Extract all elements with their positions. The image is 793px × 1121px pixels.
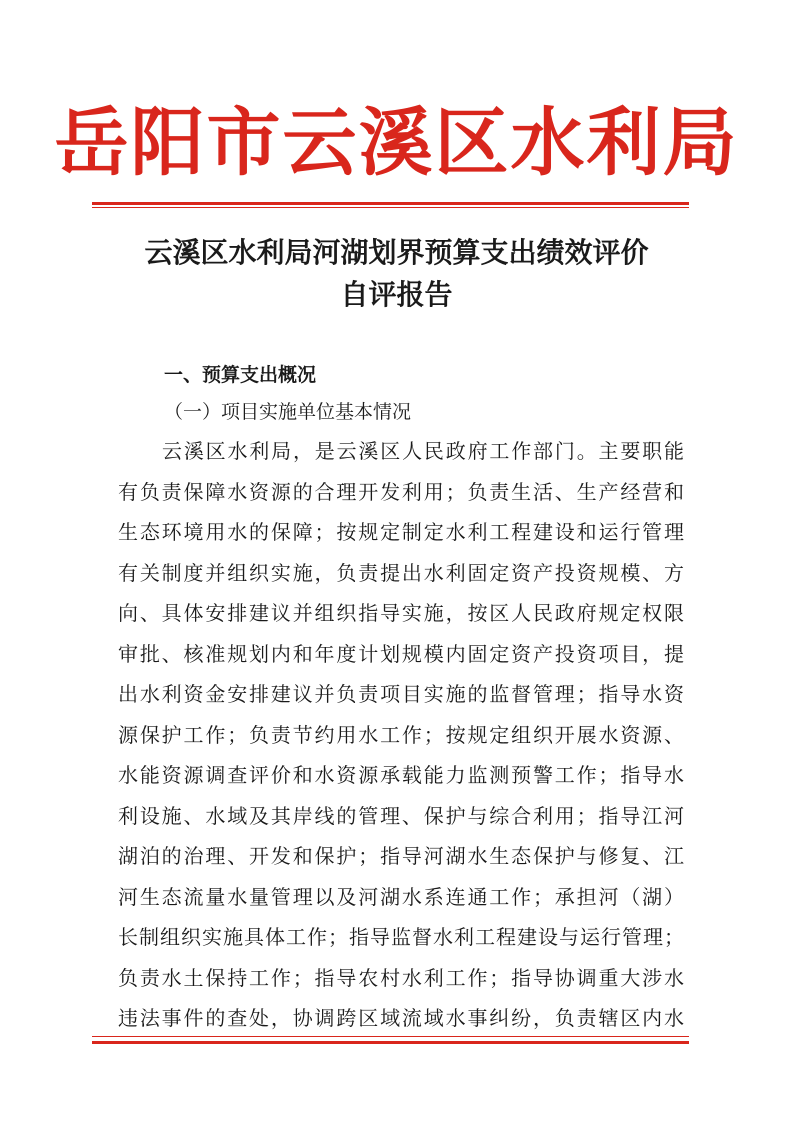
body-line: 生态环境用水的保障；按规定制定水利工程建设和运行管理 [118,520,684,544]
body-line: 湖泊的治理、开发和保护；指导河湖水生态保护与修复、江 [118,844,684,868]
body-line: 云溪区水利局，是云溪区人民政府工作部门。主要职能 [162,439,684,463]
letterhead-org-name: 岳阳市云溪区水利局 [54,100,739,186]
letterhead-red-rule [92,202,689,205]
body-line: 出水利资金安排建议并负责项目实施的监督管理；指导水资 [118,682,684,706]
body-line: 负责水土保持工作；指导农村水利工作；指导协调重大涉水 [118,965,684,990]
section-heading: 一、预算支出概况 [164,364,317,386]
body-line: 河生态流量水量管理以及河湖水系连通工作；承担河（湖） [118,884,684,909]
body-line: 水能资源调查评价和水资源承载能力监测预警工作；指导水 [118,763,684,787]
document-title-line-1: 云溪区水利局河湖划界预算支出绩效评价 [144,236,649,269]
body-line: 有负责保障水资源的合理开发利用；负责生活、生产经营和 [118,479,684,504]
body-line: 源保护工作；负责节约用水工作；按规定组织开展水资源、 [118,722,684,747]
section-subheading: （一）项目实施单位基本情况 [164,401,412,423]
footer-red-rule [92,1041,689,1044]
footer-red-rule-thin [92,1036,689,1037]
body-line: 审批、核准规划内和年度计划规模内固定资产投资项目，提 [118,641,684,666]
body-line: 利设施、水域及其岸线的管理、保护与综合利用；指导江河 [118,803,684,828]
body-line: 有关制度并组织实施，负责提出水利固定资产投资规模、方 [118,560,684,585]
document-title-line-2: 自评报告 [340,278,453,311]
body-line: 违法事件的查处，协调跨区域流域水事纠纷，负责辖区内水 [118,1006,684,1030]
letterhead-red-rule-thin [92,207,689,208]
body-line: 向、具体安排建议并组织指导实施，按区人民政府规定权限 [118,601,684,625]
body-text [118,431,688,1039]
body-line: 长制组织实施具体工作；指导监督水利工程建设与运行管理； [118,925,684,949]
document-title [60,232,733,316]
